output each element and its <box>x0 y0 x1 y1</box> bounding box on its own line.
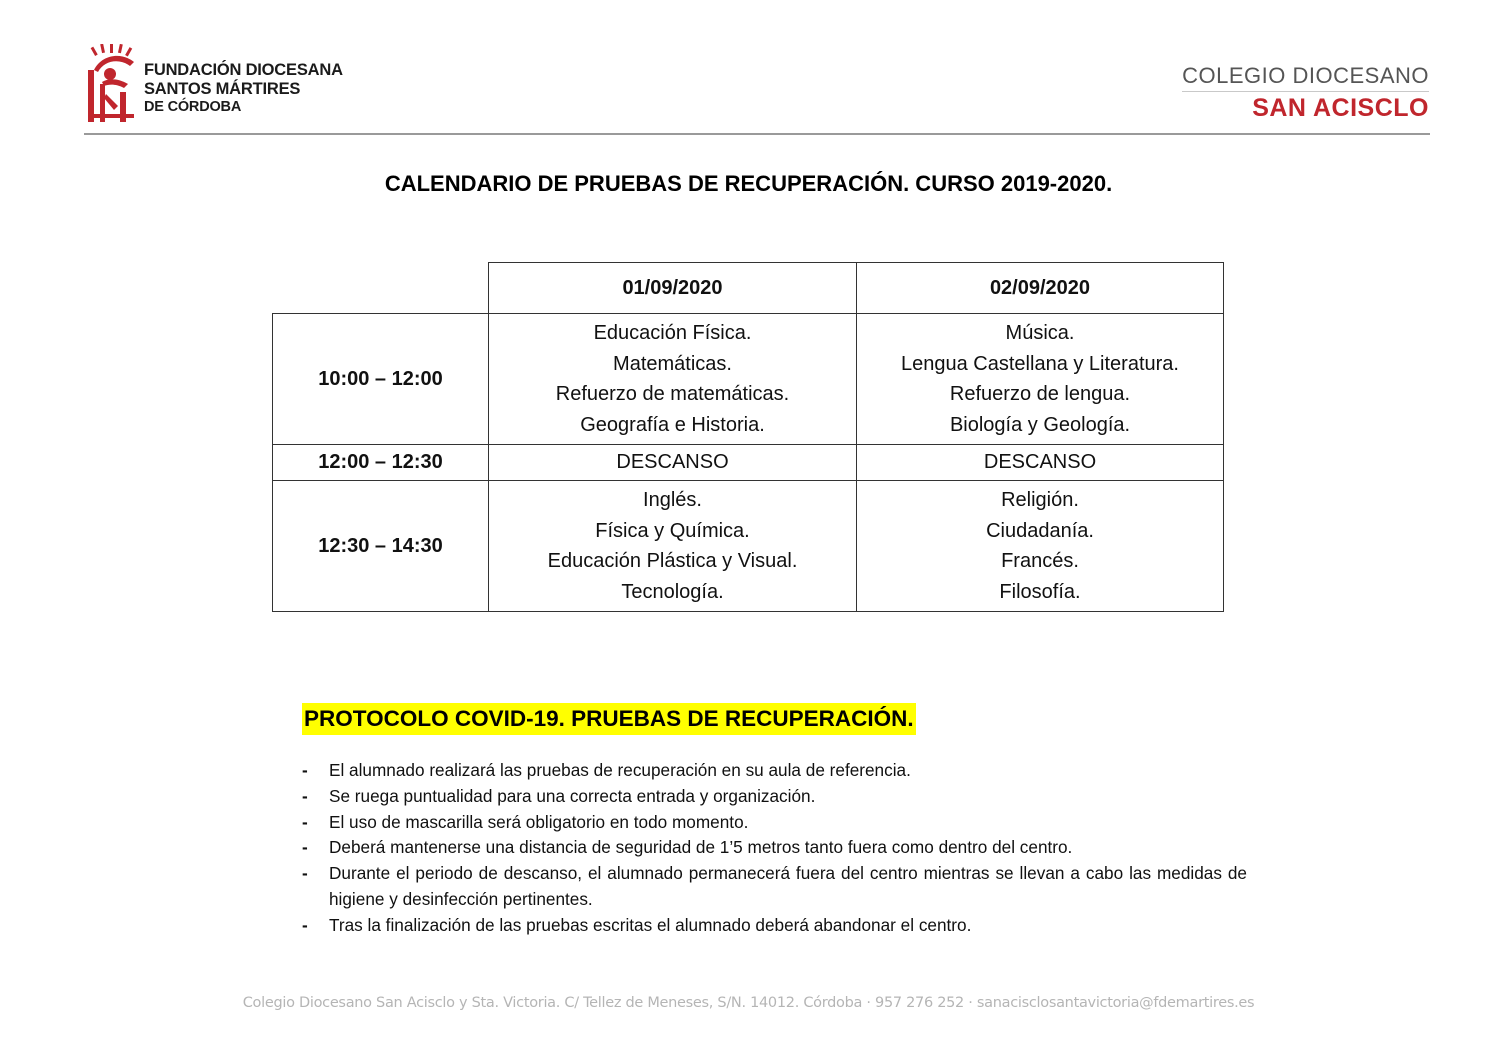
document-title: CALENDARIO DE PRUEBAS DE RECUPERACIÓN. CURSO 2019-2020. <box>384 171 1113 196</box>
bullet-dash: - <box>302 785 308 806</box>
header-divider <box>84 133 1430 135</box>
subject-item: Refuerzo de lengua. <box>949 383 1131 405</box>
subject-item: Lengua Castellana y Literatura. <box>901 352 1179 375</box>
subject-item: Refuerzo de matemáticas. <box>555 383 790 405</box>
list-item: - Tras la finalización de las pruebas escritas el alumnado deberá abandonar el centro. <box>302 913 1247 939</box>
corner-cell <box>273 263 489 314</box>
time-slot: 10:00 – 12:00 <box>273 314 489 445</box>
subjects-cell <box>489 481 857 612</box>
break-cell: DESCANSO <box>857 445 1224 481</box>
table-row <box>273 481 1224 612</box>
list-item: - El alumnado realizará las pruebas de recuperación en su aula de referencia. <box>302 758 1247 784</box>
subjects-cell <box>857 314 1224 445</box>
subject-item: Inglés. <box>643 489 702 511</box>
subjects-cell <box>857 481 1224 612</box>
subject-item: Religión. <box>1001 489 1079 511</box>
subject-item: Educación Física. <box>593 322 752 344</box>
subject-item: Física y Química. <box>595 519 750 542</box>
protocol-title: PROTOCOLO COVID-19. PRUEBAS DE RECUPERACIÓN. <box>302 703 916 735</box>
subject-item: Biología y Geología. <box>949 413 1131 436</box>
bullet-dash: - <box>302 837 308 858</box>
break-cell: DESCANSO <box>489 445 857 481</box>
subject-item: Filosofía. <box>999 580 1081 603</box>
table-row <box>273 314 1224 445</box>
table-header-row <box>273 263 1224 314</box>
school-logo <box>1182 64 1429 123</box>
school-name-line1: COLEGIO DIOCESANO <box>1182 64 1429 92</box>
bullet-dash: - <box>302 811 308 832</box>
subject-item: Francés. <box>1001 550 1079 572</box>
bullet-dash: - <box>302 863 308 884</box>
subject-item: Geografía e Historia. <box>580 413 765 436</box>
foundation-logo <box>84 44 384 126</box>
school-name-line2: SAN ACISCLO <box>1252 94 1429 122</box>
schedule-table <box>272 262 1224 612</box>
time-slot: 12:30 – 14:30 <box>273 481 489 612</box>
subjects-cell <box>489 314 857 445</box>
list-item: - Deberá mantenerse una distancia de seguridad de 1’5 metros tanto fuera como dentro del centro. <box>302 835 1247 861</box>
protocol-list <box>302 758 1247 939</box>
bullet-dash: - <box>302 914 308 935</box>
date-header: 02/09/2020 <box>857 263 1224 314</box>
page-footer: Colegio Diocesano San Acisclo y Sta. Victoria. C/ Tellez de Meneses, S/N. 14012. Córdoba · 957 276 252 · sanacisclosantavictoria@fdemartires.es <box>242 995 1255 1011</box>
subject-item: Música. <box>1005 322 1075 344</box>
time-slot: 12:00 – 12:30 <box>273 445 489 481</box>
foundation-name: FUNDACIÓN DIOCESANA SANTOS MÁRTIRES DE CÓRDOBA <box>144 61 343 115</box>
subject-item: Educación Plástica y Visual. <box>547 550 798 572</box>
table-row <box>273 445 1224 481</box>
list-item: - El uso de mascarilla será obligatorio en todo momento. <box>302 810 1247 836</box>
subject-item: Ciudadanía. <box>986 519 1094 542</box>
subject-item: Tecnología. <box>621 580 724 603</box>
date-header: 01/09/2020 <box>489 263 857 314</box>
list-item: - Se ruega puntualidad para una correcta entrada y organización. <box>302 784 1247 810</box>
bullet-dash: - <box>302 760 308 780</box>
list-item: - Durante el periodo de descanso, el alumnado permanecerá fuera del centro mientras se llevan a cabo las medidas de higiene y desinfección pertinentes. <box>302 863 1247 909</box>
foundation-emblem-icon <box>84 44 142 126</box>
subject-item: Matemáticas. <box>613 352 732 375</box>
